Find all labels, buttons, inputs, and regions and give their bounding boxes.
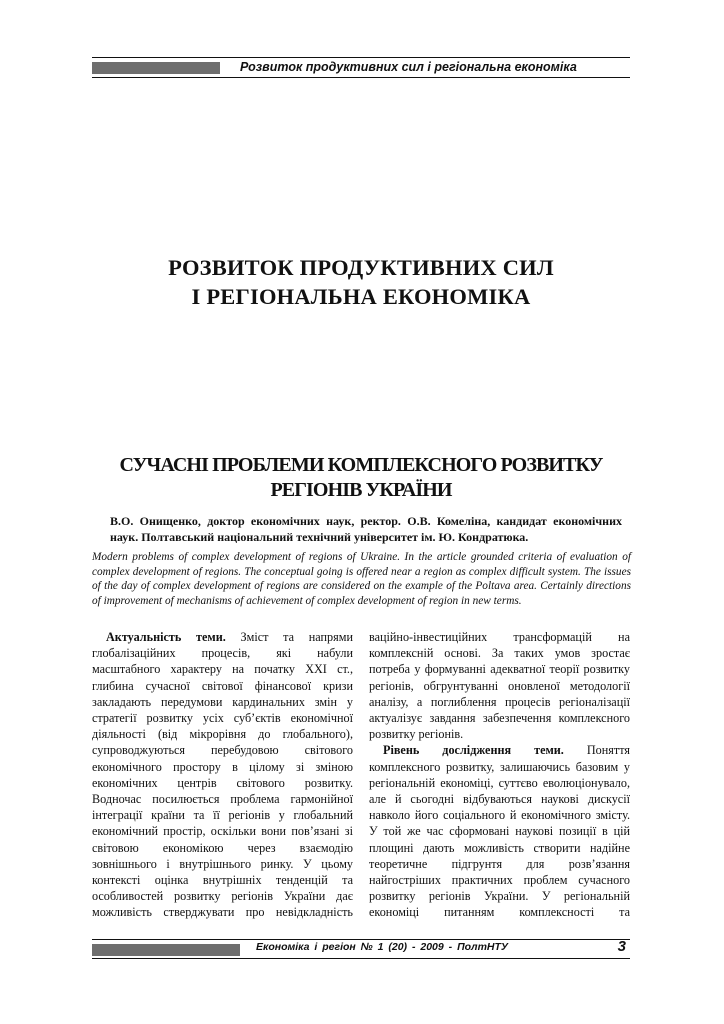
footer-rule-bottom bbox=[92, 958, 630, 959]
section-title-line1: РОЗВИТОК ПРОДУКТИВНИХ СИЛ bbox=[168, 255, 554, 280]
paragraph-continuation: ваційно-інвестиційних трансформацій на комплексній основі. За таких умов зростає потреба у формуванні адекватної теорії розвитку регіонів, обгрунтуванні оновленої методології аналізу, а поглиблення процесів регіоналізації актуалізує завдання забезпечення комплексного розвитку регіонів. bbox=[369, 630, 630, 742]
journal-footer: Економіка і регіон № 1 (20) - 2009 - ПолтНТУ bbox=[256, 941, 509, 953]
body-column-left bbox=[92, 629, 353, 919]
header-shade-bar bbox=[92, 62, 220, 74]
article-title-line1: СУЧАСНІ ПРОБЛЕМИ КОМПЛЕКСНОГО РОЗВИТКУ bbox=[119, 454, 603, 476]
article-title bbox=[92, 453, 630, 503]
article-title-line2: РЕГІОНІВ УКРАЇНИ bbox=[270, 479, 452, 501]
running-title: Розвиток продуктивних сил і регіональна економіка bbox=[240, 60, 577, 74]
paragraph-research-level bbox=[369, 742, 630, 919]
section-title-line2: І РЕГІОНАЛЬНА ЕКОНОМІКА bbox=[191, 284, 531, 309]
header-rule-top bbox=[92, 57, 630, 58]
paragraph-text: Поняття комплексного розвитку, залишаючись базовим у регіональній економіці, суттєво еволюціонувало, але й сьогодні відбуваються наукові дискусії навколо його соціального й економічного змісту. У той же час сформовані наукові позиції в цій площині дають можливість створити надійне теоретичне підгрунтя для розв’язання найгостріших практичних проблем сучасного розвитку регіонів України. У регіональній економіці питанням комплексності та bbox=[369, 743, 630, 919]
page-number: 3 bbox=[617, 938, 626, 955]
abstract: Modern problems of complex development of regions of Ukraine. In the article grounded criteria of evaluation of complex development of regions. The conceptual going is offered near a region as complex difficult system. The issues of the day of complex development of regions are considered on the example of the Poltava area. Certainly directions of improvement of mechanisms of achievement of complex development of region in new terms. bbox=[92, 551, 631, 607]
authors: В.О. Онищенко, доктор економічних наук, ректор. О.В. Комеліна, кандидат економічних наук. Полтавський національний технічний університет ім. Ю. Кондратюка. bbox=[110, 514, 622, 544]
paragraph-lead: Рівень дослідження теми. bbox=[383, 743, 564, 758]
body-column-right bbox=[369, 629, 630, 919]
footer-rule-top bbox=[92, 939, 630, 940]
paragraph-relevance bbox=[92, 629, 353, 919]
paragraph-lead: Актуальність теми. bbox=[106, 630, 226, 644]
paragraph-text: Зміст та напрями глобалізаційних процесів, які набули масштабного характеру на початку XXI ст., глибина сучасної світової фінансової кризи закладають передумови кардинальних змін у стратегії розвитку усіх суб’єктів економічної діяльності (від мікрорівня до глобального), супроводжуються перебудовою світового економічного простору в цілому зі зміною економічних центрів світового розвитку. Водночас посилюється проблема гармонійної інтеграції країни та її регіонів у глобальний економічний простір, оскільки вони пов’язані зі світовою економікою через взаємодію зовнішнього і внутрішнього ринку. У цьому контексті оцінка внутрішніх тенденцій та особливостей розвитку регіонів України дає можливість стверджувати про невідкладність bbox=[92, 630, 353, 919]
section-title bbox=[92, 253, 630, 311]
header-rule-bottom bbox=[92, 77, 630, 78]
footer-shade-bar bbox=[92, 944, 240, 956]
